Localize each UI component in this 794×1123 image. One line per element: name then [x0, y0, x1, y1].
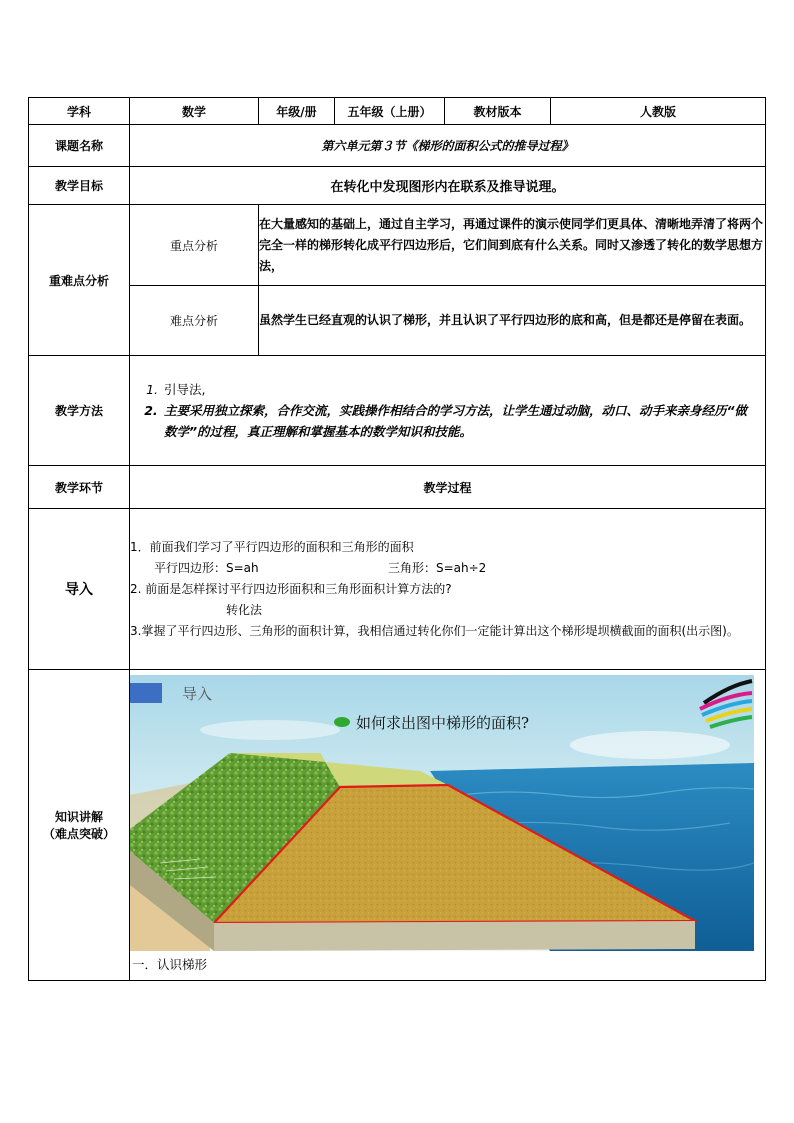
- intro-row: [29, 509, 766, 670]
- knowledge-label-line2: （难点突破）: [42, 827, 115, 841]
- methods-label: 教学方法: [29, 356, 130, 466]
- key-analysis-row: [29, 205, 766, 286]
- intro-line-2: [130, 558, 765, 579]
- process-label: 教学环节: [29, 466, 130, 509]
- base-slab: [214, 921, 695, 951]
- bullet-icon: [334, 717, 350, 727]
- subject-value: 数学: [130, 98, 259, 125]
- parallelogram-formula: 平行四边形：S=ah: [154, 560, 259, 575]
- triangle-formula: 三角形：S=ah÷2: [388, 560, 487, 575]
- cloud: [570, 731, 730, 759]
- intro-content: [130, 509, 766, 670]
- grade-value: 五年级（上册）: [335, 98, 445, 125]
- key-analysis-text: 在大量感知的基础上，通过自主学习，再通过课件的演示使同学们更具体、清晰地弄清了将两个完全一样的梯形转化成平行四边形后，它们间到底有什么关系。同时又渗透了转化的数学思想方法，: [259, 205, 766, 286]
- method-item: 1. 引导法,: [162, 379, 759, 400]
- grade-label: 年级/册: [259, 98, 335, 125]
- topic-label: 课题名称: [29, 125, 130, 167]
- edition-value: 人教版: [551, 98, 766, 125]
- analysis-label: 重难点分析: [29, 205, 130, 356]
- topic-row: [29, 125, 766, 167]
- slide-tag-text: 导入: [182, 685, 213, 703]
- knowledge-label-line1: 知识讲解: [54, 810, 103, 824]
- process-title: 教学过程: [130, 466, 766, 509]
- intro-line-3: 2. 前面是怎样探讨平行四边形面积和三角形面积计算方法的?: [130, 581, 452, 596]
- knowledge-caption: 一．认识梯形: [132, 957, 208, 972]
- dam-slide-image: [130, 675, 754, 951]
- topic-title: 第六单元第３节《梯形的面积公式的推导过程》: [130, 125, 766, 167]
- edition-label: 教材版本: [445, 98, 551, 125]
- intro-line-4: 转化法: [226, 602, 263, 617]
- methods-cell: [130, 356, 766, 466]
- goal-row: [29, 167, 766, 205]
- method-item: 2. 主要采用独立探索，合作交流，实践操作相结合的学习方法，让学生通过动脑，动口、动手来亲身经历“做数学”的过程，真正理解和掌握基本的数学知识和技能。: [162, 400, 759, 442]
- lesson-plan-table: [28, 97, 766, 981]
- cloud: [200, 720, 340, 740]
- hard-analysis-text: 虽然学生已经直观的认识了梯形，并且认识了平行四边形的底和高，但是都还是停留在表面。: [259, 286, 766, 356]
- key-analysis-label: 重点分析: [130, 205, 259, 286]
- knowledge-label: [29, 670, 130, 981]
- methods-row: [29, 356, 766, 466]
- intro-line-5: 3.掌握了平行四边形、三角形的面积计算，我相信通过转化你们一定能计算出这个梯形堤坝横截面的面积(出示图)。: [130, 623, 739, 638]
- process-header-row: [29, 466, 766, 509]
- intro-line-1: 1．前面我们学习了平行四边形的面积和三角形的面积: [130, 539, 414, 554]
- methods-list: [130, 379, 765, 442]
- slide-question: 如何求出图中梯形的面积?: [356, 714, 530, 732]
- hard-analysis-row: [29, 286, 766, 356]
- goal-label: 教学目标: [29, 167, 130, 205]
- slide-tag-block: [130, 683, 162, 703]
- header-row: [29, 98, 766, 125]
- knowledge-cell: [130, 670, 766, 981]
- knowledge-row: [29, 670, 766, 981]
- subject-label: 学科: [29, 98, 130, 125]
- goal-text: 在转化中发现图形内在联系及推导说理。: [130, 167, 766, 205]
- hard-analysis-label: 难点分析: [130, 286, 259, 356]
- intro-label: 导入: [29, 509, 130, 670]
